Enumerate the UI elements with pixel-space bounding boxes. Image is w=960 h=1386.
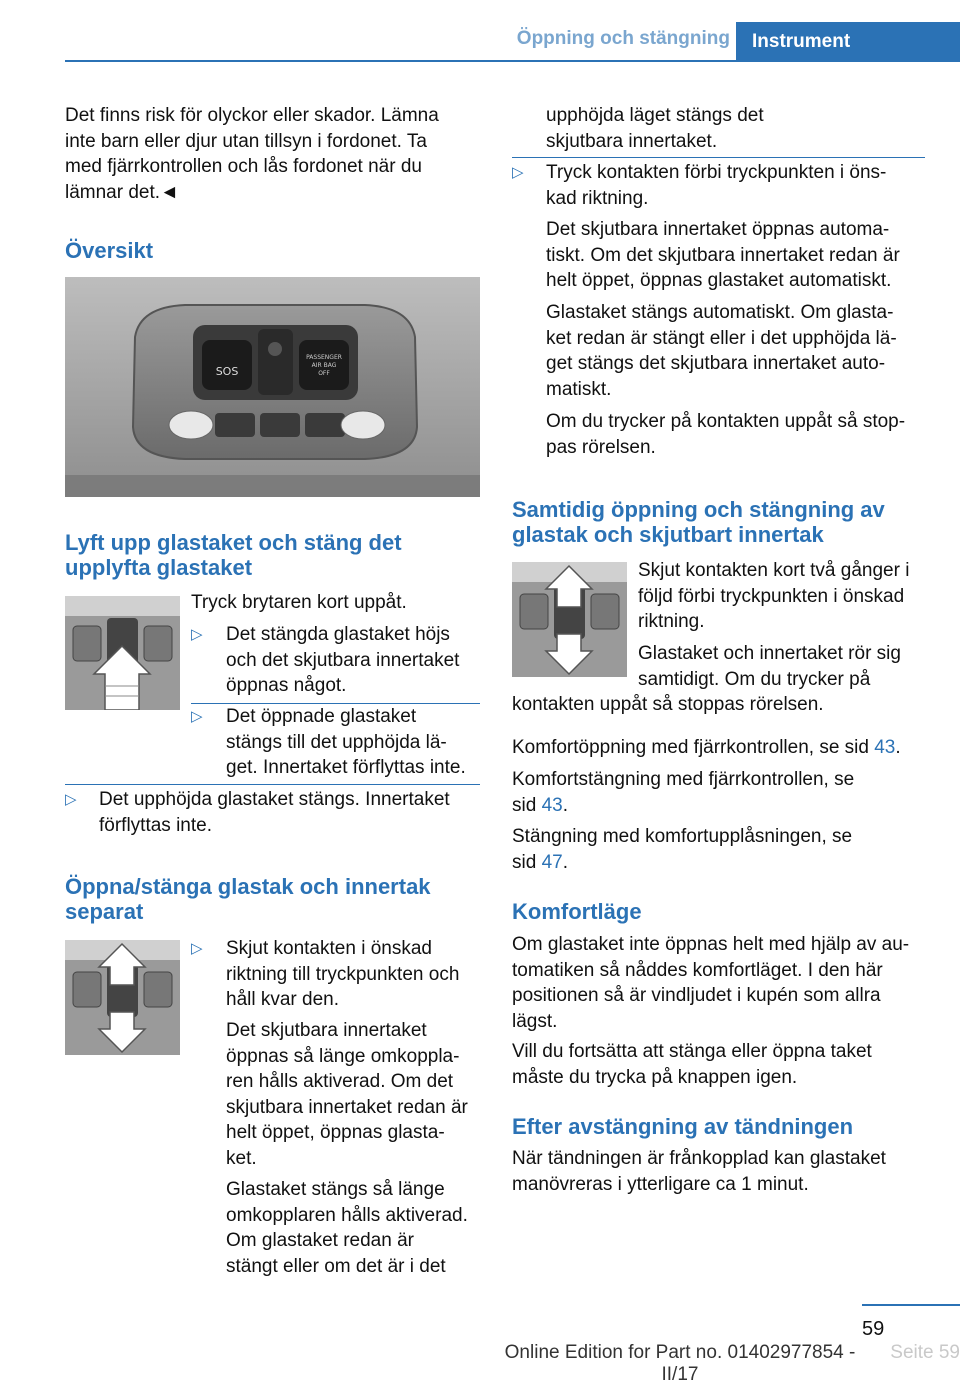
svg-text:AIR BAG: AIR BAG [311, 362, 337, 369]
samtidig-text-1: Skjut kontakten kort två gånger i följd förbi tryckpunkten i önskad riktning. [638, 560, 910, 632]
heading-lyft-upp: Lyft upp glastaket och stäng det upplyfta glastaket [65, 530, 402, 580]
bullet-icon: ▷ [191, 940, 203, 957]
switch-photo-slide [65, 940, 180, 1055]
separat-bullet-1: Skjut kontakten i önskad riktning till tryckpunkten och håll kvar den. [226, 938, 460, 1010]
watermark: Seite 59 [890, 1342, 960, 1363]
komfortlage-paragraph-1: Om glastaket inte öppnas helt med hjälp av au- tomatiken så nåddes komfortläget. I den här positionen så är vindljudet i kupén som allra lägst. [512, 934, 910, 1032]
komfortupplasning-ref: Stängning med komfortupplåsningen, se sid 47. [512, 826, 853, 873]
heading-efter-avstangning: Efter avstängning av tändningen [512, 1114, 854, 1139]
bullet-icon: ▷ [191, 626, 203, 643]
page-link-43[interactable]: 43 [874, 737, 896, 758]
header-chapter-tab: Instrument [736, 22, 960, 62]
switch-photo-double-press [512, 562, 627, 677]
right-continuation: upphöjda läget stängs det skjutbara innertaket. [546, 105, 764, 152]
right-paragraph-3: Om du trycker på kontakten uppåt så stop- pas rörelsen. [546, 411, 906, 458]
separat-paragraph-2: Glastaket stängs så länge omkopplaren hålls aktiverad. Om glastaket redan är stängt eller om det är i det [226, 1179, 468, 1277]
lyft-bullet-3: Det upphöjda glastaket stängs. Innertaket förflyttas inte. [99, 789, 450, 836]
svg-text:OFF: OFF [318, 370, 330, 377]
right-paragraph-1: Det skjutbara innertaket öppnas automa- tiskt. Om det skjutbara innertaket redan är helt öppet, öppnas glastaket automatiskt. [546, 219, 900, 291]
page-link-47[interactable]: 47 [541, 851, 563, 873]
heading-samtidig: Samtidig öppning och stängning av glastak och skjutbart innertak [512, 497, 885, 547]
right-bullet-1: Tryck kontakten förbi tryckpunkten i öns- kad riktning. [546, 162, 887, 209]
lyft-bullet-2: Det öppnade glastaket stängs till det upphöjda lä- get. Innertaket förflyttas inte. [226, 706, 466, 778]
page-link-43[interactable]: 43 [541, 794, 563, 816]
bullet-icon: ▷ [512, 164, 524, 181]
overview-photo [65, 277, 480, 497]
right-paragraph-2: Glastaket stängs automatiskt. Om glasta- ket redan är stängt eller i det upphöjda lä- get stängs det skjutbara innertaket auto- matiskt. [546, 302, 897, 400]
komfortoppning-ref: Komfortöppning med fjärrkontrollen, se sid 43. [512, 737, 901, 758]
footer-rule [862, 1304, 960, 1306]
lyft-bullet-1: Det stängda glastaket höjs och det skjutbara innertaket öppnas något. [226, 624, 460, 696]
bullet-icon: ▷ [65, 791, 77, 808]
heading-komfortlage: Komfortläge [512, 899, 642, 924]
heading-oversikt: Översikt [65, 238, 154, 263]
intro-warning: Det finns risk för olyckor eller skador. Lämna inte barn eller djur utan tillsyn i fordonet. Ta med fjärrkontrollen och lås fordonet när du lämnar det.◄ [65, 105, 439, 203]
svg-text:PASSENGER: PASSENGER [306, 354, 342, 361]
separat-paragraph-1: Det skjutbara innertaket öppnas så länge omkoppla- ren hålls aktiverad. Om det skjutbara innertaket redan är helt öppet, öppnas glasta- ket. [226, 1020, 468, 1169]
heading-oppna-separat: Öppna/stänga glastak och innertak separat [65, 874, 431, 924]
header-section-title: Öppning och stängning [516, 28, 730, 49]
komfortlage-paragraph-2: Vill du fortsätta att stänga eller öppna taket måste du trycka på knappen igen. [512, 1041, 872, 1088]
samtidig-text-3: kontakten uppåt så stoppas rörelsen. [512, 694, 824, 715]
samtidig-text-2: Glastaket och innertaket rör sig samtidigt. Om du trycker på [638, 643, 901, 690]
komfortstangning-ref: Komfortstängning med fjärrkontrollen, se sid 43. [512, 769, 855, 816]
page-number: 59 [862, 1318, 885, 1340]
divider [65, 784, 480, 785]
edition-note: Online Edition for Part no. 01402977854 - II/17 [504, 1342, 856, 1385]
sos-button-label: SOS [215, 365, 239, 378]
lyft-instruction: Tryck brytaren kort uppåt. [191, 592, 407, 613]
efter-paragraph: När tändningen är frånkopplad kan glastaket manövreras i ytterligare ca 1 minut. [512, 1148, 886, 1195]
switch-photo-tilt [65, 596, 180, 710]
divider [512, 157, 925, 158]
header-rule [65, 60, 960, 62]
bullet-icon: ▷ [191, 708, 203, 725]
